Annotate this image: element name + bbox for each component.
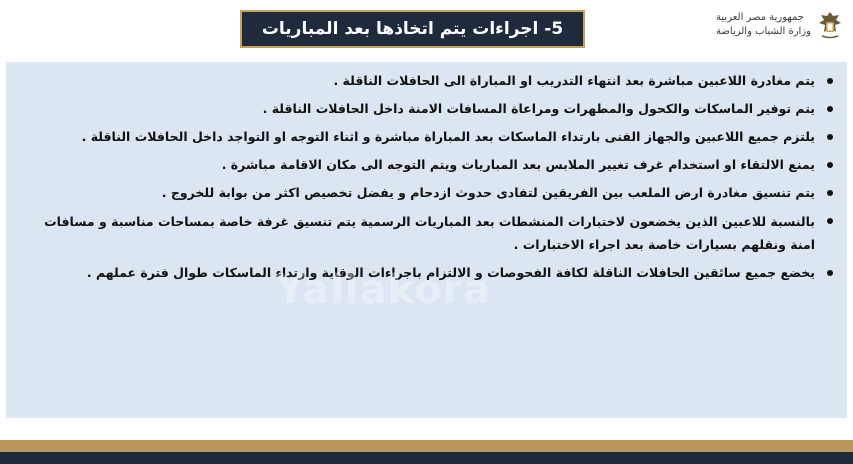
bullet-list: [20, 70, 833, 284]
bullet-item: [20, 262, 833, 284]
bullet-text: يتم تنسيق مغادرة ارض الملعب بين الفريقين لتفادى حدوث ازدحام و يفضل تخصيص اكثر من بوابة للخروج .: [161, 185, 815, 200]
title-bar: [240, 10, 585, 48]
ministry-name: وزارة الشباب والرياضة: [716, 26, 811, 37]
bullet-dot-icon: [827, 190, 833, 196]
bullet-text: يلتزم جميع اللاعبين والجهاز الفنى بارتداء الماسكات بعد المباراة مباشرة و اثناء التوجه او التواجد داخل الحافلات الناقلة .: [81, 129, 815, 144]
footer-dark-stripe: [0, 452, 853, 464]
bullet-item: [20, 126, 833, 148]
bullet-item: [20, 182, 833, 204]
watermark: Yallakora: [276, 267, 492, 313]
eagle-emblem-icon: [817, 10, 843, 40]
bullet-item: [20, 154, 833, 176]
bullet-dot-icon: [827, 218, 833, 224]
ministry-country: جمهورية مصر العربية: [716, 12, 804, 23]
bullet-dot-icon: [827, 270, 833, 276]
ministry-logo: [716, 10, 843, 40]
content-box: [6, 62, 847, 418]
header: [0, 0, 853, 58]
bullet-text: يتم مغادرة اللاعبين مباشرة بعد انتهاء التدريب او المباراة الى الحافلات الناقلة .: [333, 73, 815, 88]
bullet-dot-icon: [827, 134, 833, 140]
bullet-dot-icon: [827, 78, 833, 84]
bullet-item: [20, 210, 833, 256]
bullet-text: يخضع جميع سائقين الحافلات الناقلة لكافة الفحوصات و الالتزام باجراءات الوقاية وارتداء الماسكات طوال فترة عملهم .: [86, 265, 815, 280]
bullet-item: [20, 70, 833, 92]
bullet-text: يتم توفير الماسكات والكحول والمطهرات ومراعاة المسافات الامنة داخل الحافلات الناقلة .: [262, 101, 815, 116]
bullet-dot-icon: [827, 106, 833, 112]
slide-title: 5- اجراءات يتم اتخاذها بعد المباريات: [261, 19, 564, 39]
bullet-text: بالنسبة للاعبين الذين يخضعون لاختبارات المنشطات بعد المباريات الرسمية يتم تنسيق غرفة خاصة بمساحات مناسبة و مسافات امنة ونقلهم بسيارات خاصة بعد اجراء الاختبارات .: [44, 214, 815, 252]
bullet-dot-icon: [827, 162, 833, 168]
footer-gold-stripe: [0, 440, 853, 452]
bullet-item: [20, 98, 833, 120]
bullet-text: يمنع الالتقاء او استخدام غرف تغيير الملابس بعد المباريات ويتم التوجه الى مكان الاقامة مباشرة .: [221, 157, 815, 172]
